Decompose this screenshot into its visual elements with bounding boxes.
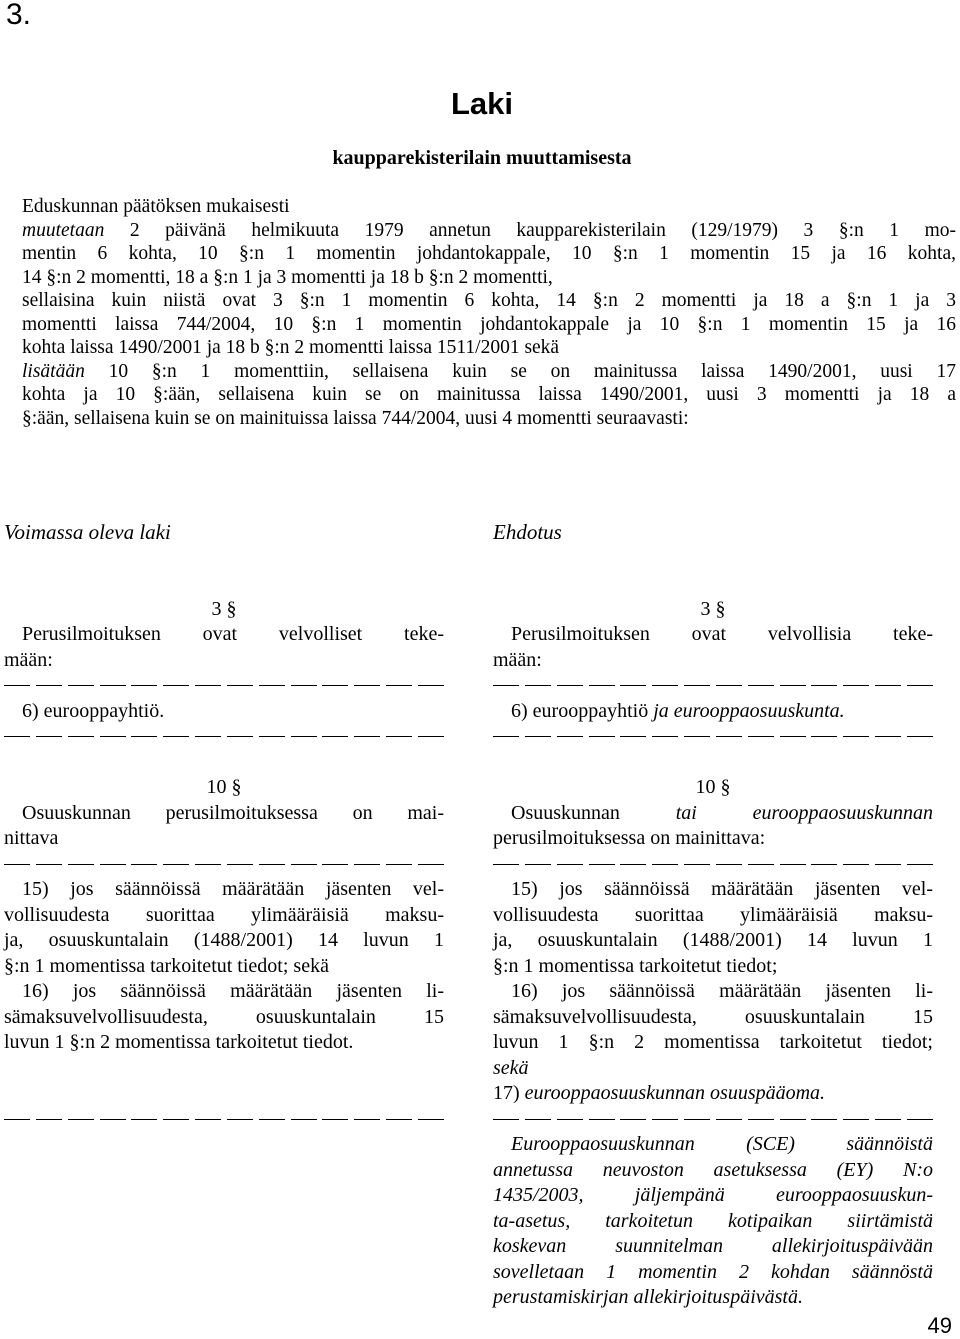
sce-line: annetussa neuvoston asetuksessa (EY) N:o xyxy=(493,1158,933,1181)
section-3-text: mään: xyxy=(493,648,542,671)
section-10-text-a: Osuuskunnan xyxy=(511,801,676,824)
intro-line: sellaisina kuin niistä ovat 3 §:n 1 momentin 6 kohta, 14 §:n 2 momentti ja 18 a §:n 1 ja 3 xyxy=(22,290,956,311)
item-15: ja, osuuskuntalain (1488/2001) 14 luvun 1 xyxy=(493,929,933,951)
sce-paragraph xyxy=(493,1132,933,1311)
sce-line: perustamiskirjan allekirjoituspäivästä. xyxy=(493,1286,803,1308)
item-16: luvun 1 §:n 2 momentissa tarkoitetut tiedot; xyxy=(493,1031,933,1053)
item-15: ja, osuuskuntalain (1488/2001) 14 luvun 1 xyxy=(4,929,444,951)
omission-dashes xyxy=(493,852,933,878)
item-15: vollisuudesta suorittaa ylimääräisiä maksu- xyxy=(493,903,933,926)
section-10-text: perusilmoituksessa on mainittava: xyxy=(493,827,766,849)
intro-line: momentti laissa 744/2004, 10 §:n 1 momentin johdantokappale ja 10 §:n 1 momentin 15 ja 16 xyxy=(22,313,956,335)
section-number: 3. xyxy=(6,0,32,31)
sce-line: sovelletaan 1 momentin 2 kohdan säännöstä xyxy=(493,1260,933,1283)
column-current-law xyxy=(4,520,444,1132)
item-16: sämaksuvelvollisuudesta, osuuskuntalain 15 xyxy=(493,1005,933,1028)
intro-line xyxy=(22,360,956,384)
section-3-heading: 3 § xyxy=(211,597,237,620)
item-16: sämaksuvelvollisuudesta, osuuskuntalain 15 xyxy=(4,1005,444,1028)
section-10-text: Osuuskunnan perusilmoituksessa on mai- xyxy=(22,801,444,824)
item-15: vollisuudesta suorittaa ylimääräisiä maksu- xyxy=(4,903,444,926)
item-6-text: 6) eurooppayhtiö xyxy=(511,699,654,722)
section-10-addition: tai eurooppaosuuskunnan xyxy=(675,801,933,824)
item-17-addition: eurooppaosuuskunnan osuuspääoma. xyxy=(524,1082,826,1104)
item-15: 15) jos säännöissä määrätään jäsenten vel- xyxy=(22,878,444,900)
item-15: §:n 1 momentissa tarkoitetut tiedot; sekä xyxy=(4,954,329,977)
document-title: Laki xyxy=(450,86,514,121)
omission-dashes xyxy=(4,724,444,750)
intro-line: kohta laissa 1490/2001 ja 18 b §:n 2 momentti laissa 1511/2001 sekä xyxy=(22,337,560,358)
omission-dashes xyxy=(4,852,444,878)
omission-dashes xyxy=(493,724,933,750)
sce-line: koskevan suunnitelman allekirjoituspäivään xyxy=(493,1235,933,1257)
document-subtitle: kaupparekisterilain muuttamisesta xyxy=(332,147,632,169)
sce-line: ta-asetus, tarkoitetun kotipaikan siirtämistä xyxy=(493,1209,933,1232)
section-10-text: nittava xyxy=(4,827,59,849)
omission-dashes xyxy=(493,673,933,699)
intro-line: kohta ja 10 §:ään, sellaisena kuin se on mainitussa laissa 1490/2001, uusi 3 momentti ja 18 a xyxy=(22,384,956,405)
item-16: sekä xyxy=(493,1056,529,1079)
item-17-number: 17) xyxy=(493,1082,525,1104)
section-10-text xyxy=(493,801,933,827)
item-16: luvun 1 §:n 2 momentissa tarkoitetut tiedot. xyxy=(4,1031,354,1053)
item-15: §:n 1 momentissa tarkoitetut tiedot; xyxy=(493,954,778,977)
intro-paragraph xyxy=(22,195,956,430)
intro-line-text: 2 päivänä helmikuuta 1979 annetun kaupparekisterilain (129/1979) 3 §:n 1 mo- xyxy=(104,219,956,241)
item-6-addition: ja eurooppaosuuskunta. xyxy=(653,699,845,722)
sce-line: Eurooppaosuuskunnan (SCE) säännöistä xyxy=(511,1133,933,1155)
omission-dashes xyxy=(4,1107,444,1133)
omission-dashes xyxy=(493,1107,933,1133)
section-3-text: mään: xyxy=(4,648,53,671)
item-16: 16) jos säännöissä määrätään jäsenten li- xyxy=(22,980,444,1002)
intro-line xyxy=(22,219,956,243)
intro-verb-muutetaan: muutetaan xyxy=(22,219,105,241)
section-10-heading: 10 § xyxy=(206,776,242,798)
item-15: 15) jos säännöissä määrätään jäsenten vel- xyxy=(511,878,933,900)
intro-line: 14 §:n 2 momentti, 18 a §:n 1 ja 3 momentti ja 18 b §:n 2 momentti, xyxy=(22,266,553,288)
item-6: 6) eurooppayhtiö. xyxy=(22,699,165,722)
item-6 xyxy=(493,699,933,725)
section-3-heading: 3 § xyxy=(700,597,726,620)
page-number: 49 xyxy=(927,1313,952,1338)
intro-line-text: 10 §:n 1 momenttiin, sellaisena kuin se on mainitussa laissa 1490/2001, uusi 17 xyxy=(84,360,956,382)
omission-dashes xyxy=(4,673,444,699)
section-3-text: Perusilmoituksen ovat velvolliset teke- xyxy=(22,623,444,645)
sce-line: 1435/2003, jäljempänä eurooppaosuuskun- xyxy=(493,1184,933,1206)
intro-line: §:ään, sellaisena kuin se on mainituissa laissa 744/2004, uusi 4 momentti seuraavasti: xyxy=(22,407,689,429)
column-heading-proposal: Ehdotus xyxy=(493,520,562,544)
item-17 xyxy=(493,1081,933,1107)
intro-line: mentin 6 kohta, 10 §:n 1 momentin johdantokappale, 10 §:n 1 momentin 15 ja 16 kohta, xyxy=(22,243,956,264)
section-10-heading: 10 § xyxy=(695,776,731,798)
intro-verb-lisataan: lisätään xyxy=(22,360,85,382)
column-heading-current: Voimassa oleva laki xyxy=(4,520,171,544)
item-16: 16) jos säännöissä määrätään jäsenten li- xyxy=(511,980,933,1002)
section-3-text: Perusilmoituksen ovat velvollisia teke- xyxy=(511,623,933,645)
column-proposal xyxy=(493,520,933,1311)
intro-line: Eduskunnan päätöksen mukaisesti xyxy=(22,196,290,217)
